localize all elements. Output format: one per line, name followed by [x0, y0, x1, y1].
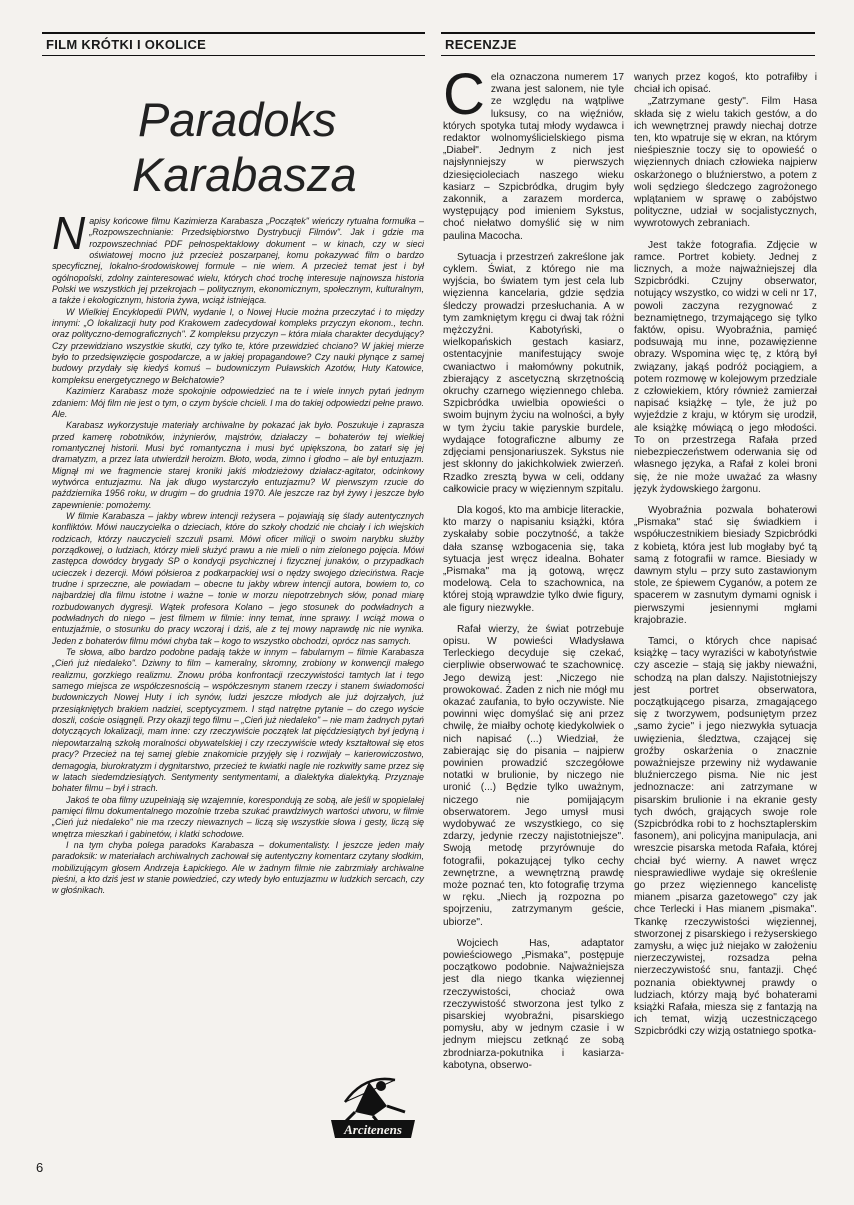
left-paragraph-3: Kazimierz Karabasz może spokojnie odpowiedzieć na te i wiele innych pytań jednym zdaniem: Mój film nie jest o tym, o czym byście chcieli. I ma do takiej odpowiedzi pełne prawo. Ale. — [52, 386, 424, 419]
mid-paragraph-1: Cela oznaczona numerem 17 zwana jest salonem, nie tyle ze względu na wątpliwe luksusy, co na więźniów, których spotyka tutaj młody wydawca i redaktor wolnomyślicielskiego pisma „Diabeł". Jednym z nich jest najsłynniejszy w pierwszych dziesięcioleciach naszego wieku kasiarz – Szpicbródka, drugim były zakonnik, a zarazem morderca, występujący pod imieniem Sykstus, choć niełatwo domyślić się w nim paulina Macocha. — [443, 62, 624, 242]
logo-text: Arcitenens — [344, 1122, 402, 1137]
mid-paragraph-3: Dla kogoś, kto ma ambicje literackie, kto marzy o napisaniu książki, która zyskałaby sobie poczytność, a także dała szansę wzbogacenia się, taka sytuacja jest wręcz idealna. Bohater „Pismaka" ma ją gotową, wręcz modelową. Cela to szachownica, na której stoją wprawdzie tylko dwie figury, ale figury niezwykłe. — [443, 504, 624, 614]
left-paragraph-8: I na tym chyba polega paradoks Karabasza – dokumentalisty. I jeszcze jeden mały paradoksik: w materiałach archiwalnych zachował się autentyczny komentarz czytany słodkim, mobilizującym głosem Andrzeja Łapickiego. Ale w żadnym filmie nie zabrzmiały archiwalne pieśni, a kto dziś jest w stanie powiedzieć, czy wtedy było entuzjazmu w ludzkich sercach, czy w głośnikach. — [52, 839, 424, 896]
left-header-top-rule — [42, 32, 425, 34]
drop-cap-c: C — [443, 62, 485, 127]
archer-icon — [325, 1072, 421, 1144]
left-column — [52, 207, 424, 897]
mid-paragraph-5: Wojciech Has, adaptator powieściowego „Pismaka", postępuje początkowo podobnie. Najważniejsza jest dla niego tkanka więziennej rzeczywistości, chociaż owa rzeczywistość stworzona jest tylko z pisarskiej wyobraźni, pisarskiego pomysłu, aby w jednym czasie i w jednym miejscu zetknąć ze sobą zbrodniarza-pokutnika i kasiarza-kabotyna, obserwo- — [443, 937, 624, 1071]
section-header-right: RECENZJE — [445, 37, 517, 52]
page-number: 6 — [36, 1160, 44, 1175]
left-paragraph-2: W Wielkiej Encyklopedii PWN, wydanie I, o Nowej Hucie można przeczytać i to między innymi: „O lokalizacji huty pod Krakowem zadecydował kompleks przyczyn ekonom., techn. oraz polityczno-demograficznych". Z kompleksu przyczyn – która miała charakter decydujący? Czy przewidziano wszystkie skutki, czy tylko te, które przewidzieć chciano? W jakiej mierze było to przedsięwzięcie gospodarcze, a w jakiej propagandowe? Czy nauki płynące z samej budowy przydały się kiedyś komuś – budowniczym Puławskich Azotów, Huty Katowice, kompleksu energetycznego w Bełchatowie? — [52, 306, 424, 385]
left-paragraph-1: Napisy końcowe filmu Kazimierza Karabasza „Początek" wieńczy rytualna formułka – „Rozpowszechnianie: Przedsiębiorstwo Dystrybucji Filmów". Jak i gdzie ma rozpowszechniać PDF pełnospektaklowy dokument – w kinach, czy w sieci oświatowej mocno już przecież poszarpanej, komu pokazywać film o bardzo specyficznej, lokalno-środowiskowej formule – nie wiem. A przecież temat jest i był ogólnopolski, zdolny zainteresować wielu, których choć trochę interesuje najnowsza historia Polski we wszystkich jej przekrojach – politycznym, ekonomicznym, społecznym, kulturalnym, a także i ekologicznym, historia żywa, wciąż istniejąca. — [52, 207, 424, 306]
left-header-bottom-rule — [42, 55, 425, 56]
right-paragraph-2: „Zatrzymane gesty". Film Hasa składa się z wielu takich gestów, a do ich wewnętrznej prawdy niechaj dotrze ten, kto wpatruje się w ekran, na którym nieśpiesznie toczy się to opowieść o więziennych dniach człowieka najpierw oskarżonego o bluźnierstwo, a potem z woli sędziego śledczego zagrożonego wplątaniem w sprawę o zabójstwo polityczne, udział w socjalistycznych, wywrotowych zebraniach. — [634, 96, 817, 230]
left-paragraph-4: Karabasz wykorzystuje materiały archiwalne by pokazać jak było. Poszukuje i zaprasza przed kamerę robotników, inżynierów, majstrów, działaczy – bohaterów tej wielkiej romantycznej historii. Musi być romantyczna i musi być upiększona, bo zatarł się jej dramatyzm, a przez lata utwierdził heroizm. Błoto, woda, zimno i głodno – ale był entuzjazm. Mignął mi we fragmencie starej kroniki jakiś młodzieżowy działacz-agitator, odcinkowy wytwórca entuzjazmu. Na jak długo wystarczyło entuzjazmu? W pierwszym rzucie do października 1956 roku, w drugim – do grudnia 1970. Ale jeszcze raz był żywy i jeszcze było zapewnienie: pomożemy. — [52, 420, 424, 510]
right-header-top-rule — [441, 32, 815, 34]
mid-paragraph-4: Rafał wierzy, że świat potrzebuje opisu. W powieści Władysława Terleckiego decyduje się czekać, cierpliwie obserwować te szachownicę. Jego dewizą jest: „Niczego nie prowokować. Żaden z nich nie mógł mu okazać zaufania, to było oczywiste. Nie powinni więc domyślać się ani przez chwilę, że miałby ochotę kiedykolwiek o nich napisać (...) Wiedział, że zabierając się do pisania – najpierw powinien prowadzić szczegółowe notatki w brulionie, by niczego nie uronić (...) Będzie tylko uważnym, niczego nie pomijającym obserwatorem. Jego umysł musi wydobywać ze wszystkiego, co się zdarzy, jedynie rzeczy najistotniejsze". Swoją metodę przyrównuje do fotografii, pokazującej tylko cechy zewnętrzne, a wewnętrzną prawdę może poznać ten, kto fotografię trzyma w ręku. „Niech ją rozpozna po spojrzeniu, zatrzymanym geście, ubiorze". — [443, 623, 624, 928]
right-header-bottom-rule — [441, 55, 815, 56]
right-paragraph-4: Wyobraźnia pozwala bohaterowi „Pismaka" stać się świadkiem i współuczestnikiem biesiady Szpicbródki z kobietą, która jest lub mogłaby być tą samą z fotografii w ramce. Biesiady w dawnym stylu – przy suto zastawionym stole, ze śpiewem Cyganów, a potem ze spacerem w zasnutym dymami ognisk i pierwszymi jesiennymi mgłami krajobrazie. — [634, 504, 817, 626]
mid-paragraph-2: Sytuacja i przestrzeń zakreślone jak cyklem. Świat, z którego nie ma wyjścia, bo światem tym jest cela lub więzienna kancelaria, gdzie sędzia śledczy prowadzi przesłuchania. A w tym zamkniętym kręgu ci dwaj tak różni mężczyźni. Kabotyński, o wielkopańskich gestach kasiarz, ostentacyjnie manifestujący swoje cwaniactwo i małomówny pokutnik, zbierający z ascetyczną skrzętnością okruchy czarnego więziennego chleba. Szpicbródka uwielbia opowieści o swoim bujnym życiu na wolności, a były w tym życiu takie paryskie burdele, wydające fotograficzne albumy ze zdjęciami pensjonariuszek. Sykstus nie jest skłonny do jakichkolwiek zwierzeń. Rzadko zresztą bywa w celi, oddany całkowicie pracy w więziennym szpitalu. — [443, 251, 624, 495]
section-header-left: FILM KRÓTKI I OKOLICE — [46, 37, 207, 52]
right-paragraph-3: Jest także fotografia. Zdjęcie w ramce. Portret kobiety. Jednej z licznych, a może najważniejszej dla Szpicbródki. Czujny obserwator, notujący wszystko, co widzi w celi nr 17, powoli zaczyna rezygnować z beznamiętnego, trzymającego się tylko faktów, opisu. Wyobraźnia, pamięć podsuwają mu inne, pozawięzienne obrazy. Wspomina więc tę, z którą był związany, jakąś podróż pociągiem, a potem rozmowę w kolejowym przedziale z człowiekiem, który również zamierzał napisać książkę – tyle, że już po wyjeździe z kraju, w którym się urodził, ale książkę mówiącą o jego młodości. To on przestrzega Rafała przed niebezpieczeństwem oderwania się od własnego języka, a Rafał z kolei broni się, że nie może uważać za własny język żydowskiego żargonu. — [634, 239, 817, 495]
right-column — [634, 72, 817, 1039]
arcitenens-logo — [325, 1072, 421, 1144]
left-paragraph-7: Jakoś te oba filmy uzupełniają się wzajemnie, korespondują ze sobą, ale jeśli w spopielałej pamięci filmu dokumentalnego mozolnie trzeba szukać prawdziwych wartości utworu, w filmie „Cień już niedaleko" nie ma rzeczy niewaznych – liczą się wszystkie słowa i gesty, liczą się wnętrza mieszkań i gabinetów, i klatki schodowe. — [52, 794, 424, 839]
drop-cap-n: N — [52, 207, 86, 259]
left-paragraph-6: Te słowa, albo bardzo podobne padają także w innym – fabularnym – filmie Karabasza „Cień już niedaleko". Dziwny to film – kameralny, skromny, zrobiony w konwencji małego realizmu, gorzkiego realizmu. Znowu próba konfrontacji rzeczywistości tamtych lat i tego samego miejsca ze współczesnością – współczesnym stanem rzeczy i stanem świadomości budowniczych Nowej Huty i ich synów, ludzi jeszcze młodych ale już dojrzałych, już przesiąkniętych brakiem nadziei, sceptycyzmem. I stąd natrętne pytanie – do czego wyście doszli, coście osiągnęli. Przy okazji tego filmu – „Cień już niedaleko" – nie mam żadnych pytań dotyczących lokalizacji, mam inne: czy rzeczywiście początek lat pięćdziesiątych był jedyną i niepowtarzalną szkołą moralności obywatelskiej i czy rzeczywiście wtedy kształtował się etos pracy? Przecież na tej samej glebie znakomicie przyjęły się i rozwijały – karierowiczostwo, demagogia, biurokratyzm i dygnitarstwo, przecież te kwiatki nagle nie rozkwitły same przez się w latach siedemdziesiątych. Sentymenty sentymentami, a dialektyka dialektyką. Przyznaje bohater filmu – był i strach. — [52, 647, 424, 794]
title-line-1: Paradoks — [138, 93, 337, 146]
left-paragraph-5: W filmie Karabasza – jakby wbrew intencji reżysera – pojawiają się ślady autentycznych konfliktów. Mówi nauczycielka o dzieciach, które do szkoły chodzić nie chciały i ich wiejskich rodzicach, którzy nauczycieli szczuli psami. Mówi oficer milicji o swoim narybku służby porządkowej, o ludziach, którzy mieli służyć prawu a nie mieli o nim zielonego pojęcia. Mówi zastępca dowódcy brygady SP o kondycji psychicznej i fizycznej junaków, o przypadkach ucieczek i dezercji. Mówi półsieroa z podkarpackiej wsi o nędzy swojego dzieciństwa. Racje trudne i sprzeczne, ale powiadam – obecne tu jakby wbrew intencji autora, bowiem to, co najbardziej dla filmu istotne i ważne – tonie w morzu niepotrzebnych słów, ponad miarę rozbudowanych dygresji. Wątek profesora Kolano – jego stosunek do podwładnych a podwładnych do niego – jest filmem w filmie: inny temat, inne sprawy. I wciąż mowa o entuzjaźmie, o stosunku do pracy wczoraj i dziś, ale z tej mowy naprawdę nic nie wynika. Jeden z bohaterów filmu mówi chyba tak – kogo to wszystko obchodzi, oprócz nas samych. — [52, 510, 424, 646]
title-line-2: Karabasza — [132, 148, 357, 201]
right-paragraph-1: wanych przez kogoś, kto potrafiłby i chciał ich opisać. — [634, 72, 817, 96]
middle-column — [443, 62, 624, 1072]
article-title — [132, 92, 412, 202]
right-paragraph-5: Tamci, o których chce napisać książkę – tacy wyraziści w kabotyństwie czy ascezie – stają się jakby niewaźni, schodzą na plan dalszy. Najistotniejszy jest portret obserwatora, początkującego pisarza, zmagającego się z tworzywem, podsuniętym przez „samo życie" i jego niezwykła sytuacja uwięzienia, śledztwa, czającej się groźby oskarżenia o znacznie poważniejsze przewiny niż wydawanie bluźnierczego pisma. Nie nic jest jednoznacze: ani zatrzymane w pisarskim brulionie i na ekranie gesty tych dwóch, grających swoje role (Szpicbródka robi to z hochsztaplerskim fasonem), ani policyjna manipulacja, ani wreszcie pisarska metoda Rafała, której chciał być wierny. A nawet wręcz niesprawiedliwe wydaje się określenie go przez więziennego kancelistę mianem „pisarza gazetowego" czy jak chce Terlecki i Has mianem „pismaka". Tkankę rzeczywistości więziennej, stworzonej z pisarskiego i reżyserskiego zamysłu, a więc już niejako w założeniu nierzeczywistej, rozsadza pełna nierzeczywistość snu, fantazji. Chęć poznania obiektywnej prawdy o ludziach, którzy mają być bohaterami książki Rafała, miesza się z fantazją na ich temat, wizją uczestniczącego Szpicbródki czy wizją ostatniego spotka- — [634, 635, 817, 1038]
